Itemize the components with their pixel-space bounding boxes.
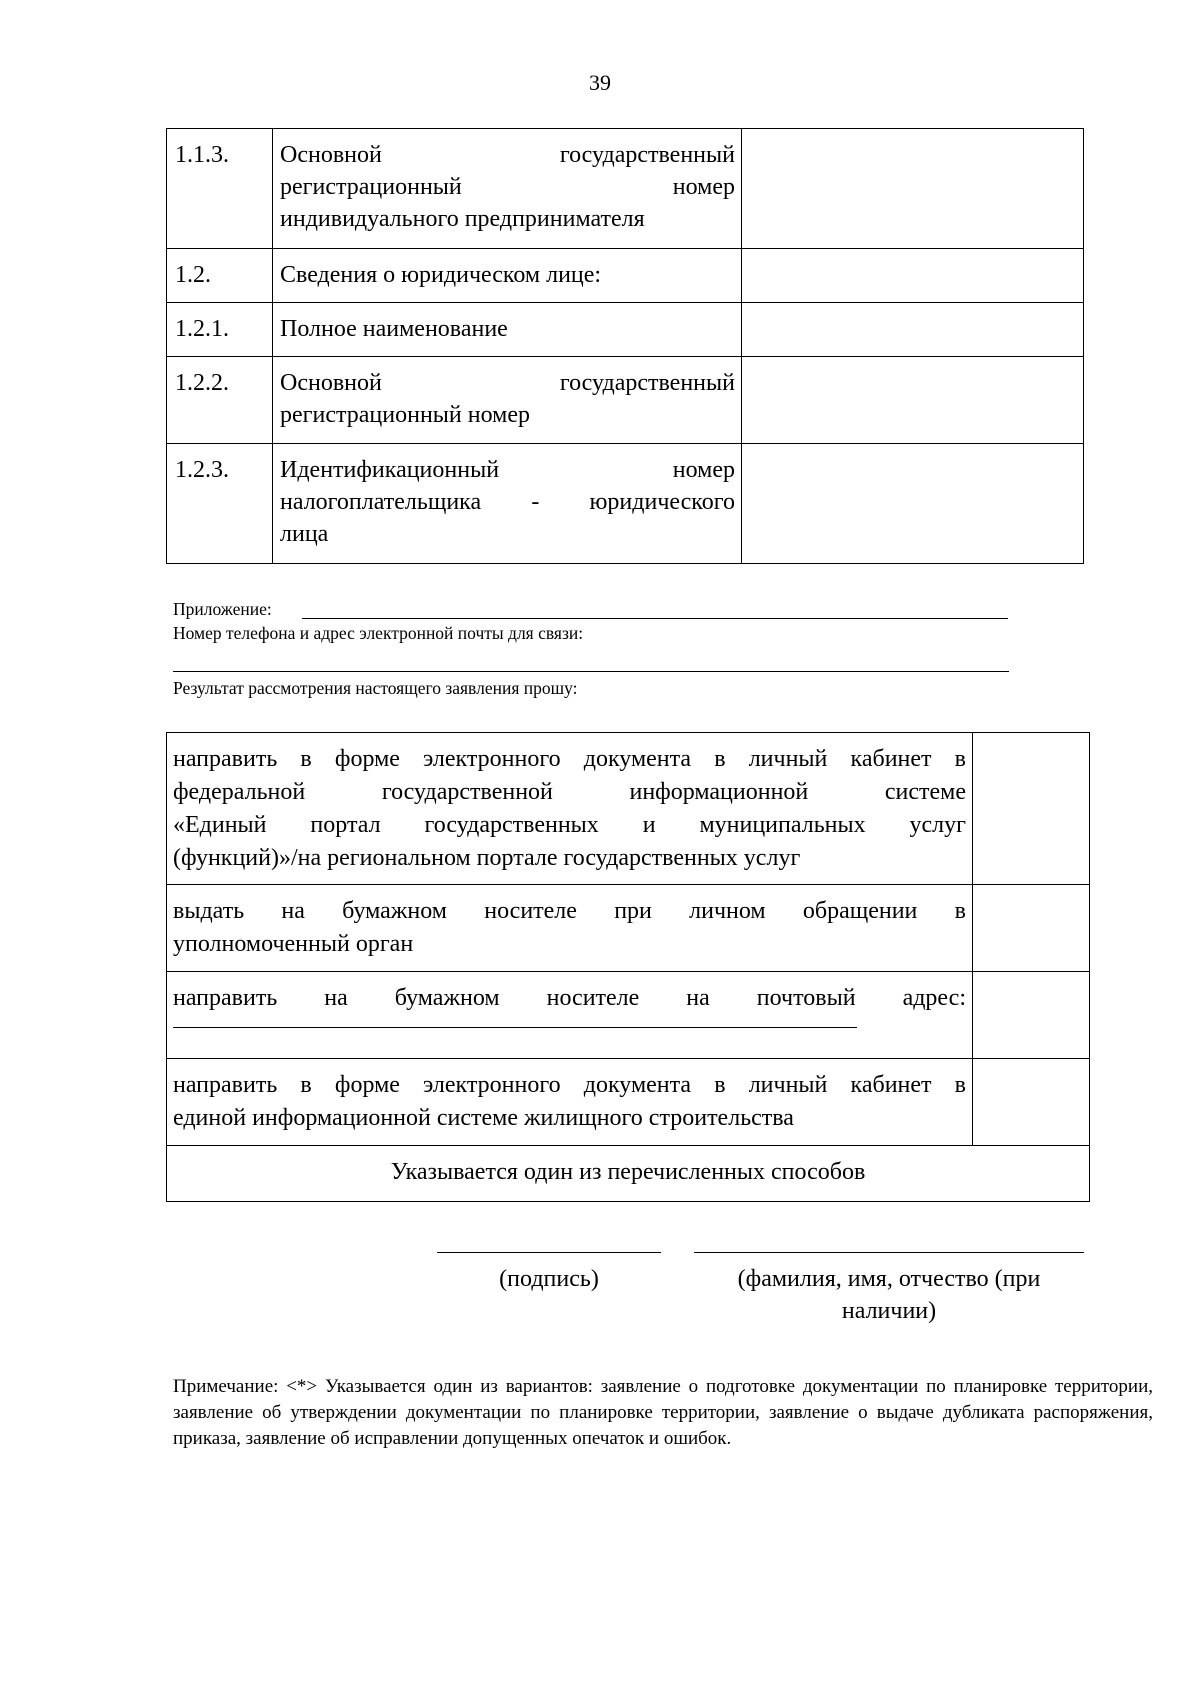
table-row <box>167 733 1090 885</box>
description-line: Сведения о юридическом лице: <box>280 262 602 288</box>
description-line: Основной государственный <box>280 142 735 168</box>
option-line: федеральной государственной информационной системе <box>173 779 966 805</box>
postal-address-line[interactable] <box>173 1027 857 1028</box>
option-checkbox-cell[interactable] <box>973 885 1090 972</box>
result-footer: Указывается один из перечисленных способов <box>167 1146 1090 1202</box>
contact-input-line[interactable] <box>173 671 1009 672</box>
table-row <box>167 129 1084 249</box>
description-line: регистрационный номер <box>280 174 735 200</box>
option-line: направить на бумажном носителе на почтовый адрес: <box>173 985 966 1011</box>
description-line: индивидуального предпринимателя <box>280 206 645 232</box>
option-checkbox-cell[interactable] <box>973 1059 1090 1146</box>
description-line: налогоплательщика - юридического <box>280 489 735 515</box>
info-table <box>166 128 1084 564</box>
description-line: лица <box>280 521 329 547</box>
name-label <box>694 1263 1084 1327</box>
name-label-line: наличии) <box>841 1298 937 1324</box>
attachment-label: Приложение: <box>173 599 272 619</box>
description-line: Основной государственный <box>280 370 735 396</box>
page-number: 39 <box>589 70 611 95</box>
result-table <box>166 732 1090 1202</box>
option-line: уполномоченный орган <box>173 931 414 957</box>
option-line: «Единый портал государственных и муниципальных услуг <box>173 812 966 838</box>
footnote: Примечание: <*> Указывается один из вариантов: заявление о подготовке документации по планировке территории, заявление об утверждении документации по планировке территории, заявление о выдаче дубликата распоряжения, приказа, заявление об исправлении допущенных опечаток и ошибок. <box>173 1376 1153 1449</box>
table-row <box>167 303 1084 357</box>
description-line: Идентификационный номер <box>280 457 735 483</box>
row-number: 1.2.1. <box>167 303 273 357</box>
row-number: 1.2.3. <box>167 444 273 564</box>
name-line[interactable] <box>694 1252 1084 1253</box>
option-line: (функций)»/на региональном портале государственных услуг <box>173 845 801 871</box>
option-line: единой информационной системе жилищного строительства <box>173 1105 794 1131</box>
option-line: выдать на бумажном носителе при личном обращении в <box>173 898 966 924</box>
option-text <box>167 885 973 972</box>
attachment-input-line[interactable] <box>302 618 1008 619</box>
table-row <box>167 1059 1090 1146</box>
table-row <box>167 249 1084 303</box>
value-cell[interactable] <box>742 249 1084 303</box>
option-text <box>167 972 973 1059</box>
table-row <box>167 357 1084 444</box>
value-cell[interactable] <box>742 303 1084 357</box>
contact-label: Номер телефона и адрес электронной почты для связи: <box>173 623 584 643</box>
row-number: 1.1.3. <box>167 129 273 249</box>
option-checkbox-cell[interactable] <box>973 972 1090 1059</box>
signature-label: (подпись) <box>499 1266 599 1292</box>
value-cell[interactable] <box>742 129 1084 249</box>
row-description <box>273 129 742 249</box>
row-number: 1.2.2. <box>167 357 273 444</box>
value-cell[interactable] <box>742 357 1084 444</box>
table-row <box>167 885 1090 972</box>
row-description <box>273 249 742 303</box>
row-number: 1.2. <box>167 249 273 303</box>
table-row <box>167 972 1090 1059</box>
description-line: регистрационный номер <box>280 402 530 428</box>
result-label: Результат рассмотрения настоящего заявления прошу: <box>173 678 578 698</box>
row-description <box>273 444 742 564</box>
option-checkbox-cell[interactable] <box>973 733 1090 885</box>
row-description <box>273 357 742 444</box>
value-cell[interactable] <box>742 444 1084 564</box>
option-line: направить в форме электронного документа в личный кабинет в <box>173 1072 966 1098</box>
signature-line[interactable] <box>437 1252 661 1253</box>
row-description <box>273 303 742 357</box>
description-line: Полное наименование <box>280 316 508 342</box>
table-row <box>167 1146 1090 1202</box>
option-line: направить в форме электронного документа в личный кабинет в <box>173 746 966 772</box>
table-row <box>167 444 1084 564</box>
option-text <box>167 733 973 885</box>
name-label-line: (фамилия, имя, отчество (при <box>737 1266 1041 1292</box>
option-text <box>167 1059 973 1146</box>
